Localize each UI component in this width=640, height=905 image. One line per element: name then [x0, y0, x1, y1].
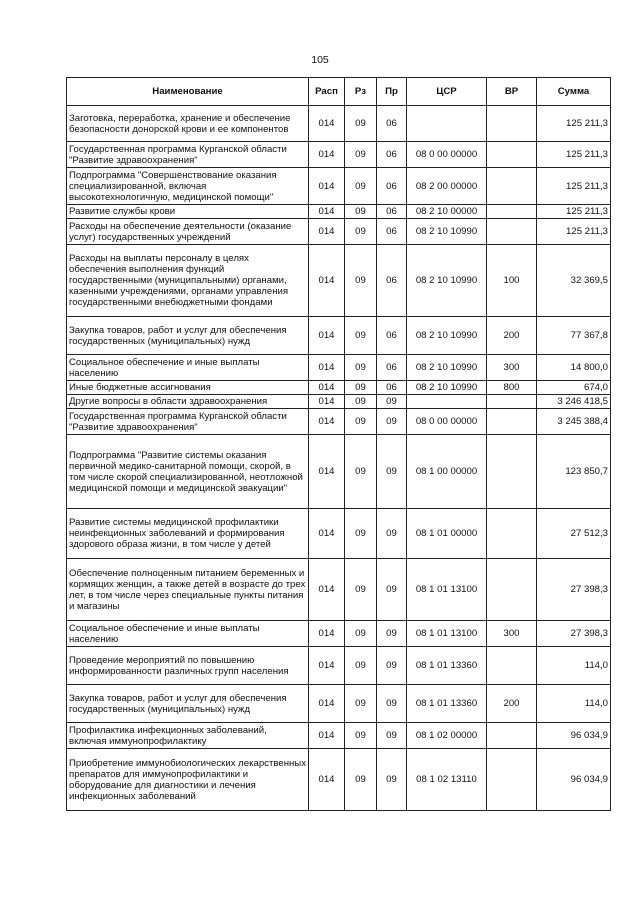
row-rz: 09 [345, 317, 377, 355]
row-rz: 09 [345, 381, 377, 395]
table-row [67, 205, 611, 219]
header-pr: Пр [377, 78, 407, 106]
row-pr: 09 [377, 435, 407, 509]
row-rz: 09 [345, 205, 377, 219]
row-rasp: 014 [309, 355, 345, 381]
row-csr: 08 0 00 00000 [407, 409, 487, 435]
row-rz: 09 [345, 435, 377, 509]
row-pr: 06 [377, 168, 407, 205]
row-pr: 06 [377, 245, 407, 317]
table-row [67, 749, 611, 811]
table-row [67, 142, 611, 168]
table-row [67, 355, 611, 381]
row-csr: 08 2 10 10990 [407, 381, 487, 395]
row-rasp: 014 [309, 106, 345, 142]
row-sum: 125 211,3 [537, 219, 611, 245]
row-name: Подпрограмма "Совершенствование оказания специализированной, включая высокотехнологичную, медицинской помощи" [67, 168, 309, 205]
row-pr: 06 [377, 317, 407, 355]
row-name: Социальное обеспечение и иные выплаты населению [67, 621, 309, 647]
row-pr: 09 [377, 723, 407, 749]
row-vr [487, 647, 537, 685]
row-vr [487, 409, 537, 435]
row-rz: 09 [345, 749, 377, 811]
row-vr: 200 [487, 685, 537, 723]
row-name: Профилактика инфекционных заболеваний, включая иммунопрофилактику [67, 723, 309, 749]
row-sum: 125 211,3 [537, 106, 611, 142]
row-csr: 08 1 01 13360 [407, 647, 487, 685]
table-row [67, 168, 611, 205]
row-vr: 800 [487, 381, 537, 395]
row-rasp: 014 [309, 219, 345, 245]
row-sum: 114,0 [537, 685, 611, 723]
row-rz: 09 [345, 168, 377, 205]
row-vr [487, 559, 537, 621]
row-name: Обеспечение полноценным питанием беременных и кормящих женщин, а также детей в возрасте до трех лет, в том числе через специальные пункты питания и магазины [67, 559, 309, 621]
table-row [67, 621, 611, 647]
row-sum: 14 800,0 [537, 355, 611, 381]
row-csr: 08 0 00 00000 [407, 142, 487, 168]
row-sum: 674,0 [537, 381, 611, 395]
table-row [67, 723, 611, 749]
row-rasp: 014 [309, 647, 345, 685]
row-vr [487, 749, 537, 811]
row-rasp: 014 [309, 409, 345, 435]
row-rz: 09 [345, 723, 377, 749]
row-sum: 32 369,5 [537, 245, 611, 317]
row-rasp: 014 [309, 723, 345, 749]
row-pr: 09 [377, 395, 407, 409]
table-row [67, 381, 611, 395]
page-number: 105 [311, 54, 329, 66]
row-csr: 08 1 01 00000 [407, 509, 487, 559]
row-csr: 08 1 01 13100 [407, 621, 487, 647]
row-rasp: 014 [309, 142, 345, 168]
row-rasp: 014 [309, 168, 345, 205]
row-pr: 09 [377, 509, 407, 559]
row-rasp: 014 [309, 749, 345, 811]
row-name: Заготовка, переработка, хранение и обеспечение безопасности донорской крови и ее компонентов [67, 106, 309, 142]
row-name: Расходы на выплаты персоналу в целях обеспечения выполнения функций государственными (муниципальными) органами, казенными учреждениями, органами управления государственными внебюджетными фондами [67, 245, 309, 317]
row-rz: 09 [345, 409, 377, 435]
row-rasp: 014 [309, 685, 345, 723]
row-pr: 09 [377, 621, 407, 647]
row-vr: 200 [487, 317, 537, 355]
row-name: Развитие службы крови [67, 205, 309, 219]
header-csr: ЦСР [407, 78, 487, 106]
row-pr: 06 [377, 142, 407, 168]
table-row [67, 685, 611, 723]
table-row [67, 647, 611, 685]
row-rasp: 014 [309, 621, 345, 647]
row-rasp: 014 [309, 509, 345, 559]
table-row [67, 219, 611, 245]
row-vr [487, 205, 537, 219]
table-row [67, 435, 611, 509]
row-rz: 09 [345, 355, 377, 381]
table-row [67, 559, 611, 621]
header-rasp: Расп [309, 78, 345, 106]
row-sum: 125 211,3 [537, 142, 611, 168]
row-pr: 09 [377, 685, 407, 723]
row-pr: 06 [377, 205, 407, 219]
row-vr [487, 106, 537, 142]
row-vr [487, 142, 537, 168]
row-rasp: 014 [309, 381, 345, 395]
row-vr: 300 [487, 621, 537, 647]
row-csr: 08 1 01 13360 [407, 685, 487, 723]
row-vr [487, 435, 537, 509]
row-vr: 300 [487, 355, 537, 381]
row-pr: 06 [377, 381, 407, 395]
row-vr: 100 [487, 245, 537, 317]
row-rz: 09 [345, 219, 377, 245]
row-csr: 08 1 02 00000 [407, 723, 487, 749]
row-pr: 09 [377, 409, 407, 435]
row-pr: 06 [377, 219, 407, 245]
row-name: Развитие системы медицинской профилактики неинфекционных заболеваний и формирования здорового образа жизни, в том числе у детей [67, 509, 309, 559]
row-name: Приобретение иммунобиологических лекарственных препаратов для иммунопрофилактики и оборудование для диагностики и лечения инфекционных заболеваний [67, 749, 309, 811]
header-name: Наименование [67, 78, 309, 106]
row-csr: 08 1 01 13100 [407, 559, 487, 621]
row-csr: 08 1 02 13110 [407, 749, 487, 811]
row-rasp: 014 [309, 245, 345, 317]
row-rasp: 014 [309, 395, 345, 409]
row-rz: 09 [345, 647, 377, 685]
row-rz: 09 [345, 142, 377, 168]
row-sum: 27 398,3 [537, 559, 611, 621]
row-sum: 27 398,3 [537, 621, 611, 647]
row-pr: 09 [377, 559, 407, 621]
row-csr: 08 2 00 00000 [407, 168, 487, 205]
row-name: Закупка товаров, работ и услуг для обеспечения государственных (муниципальных) нужд [67, 685, 309, 723]
table-row [67, 395, 611, 409]
header-vr: ВР [487, 78, 537, 106]
budget-table [66, 77, 611, 811]
row-sum: 3 246 418,5 [537, 395, 611, 409]
row-csr: 08 1 00 00000 [407, 435, 487, 509]
row-csr [407, 106, 487, 142]
row-sum: 114,0 [537, 647, 611, 685]
row-rz: 09 [345, 509, 377, 559]
row-name: Подпрограмма "Развитие системы оказания первичной медико-санитарной помощи, скорой, в том числе скорой специализированной, неотложной медицинской помощи и медицинской эвакуации" [67, 435, 309, 509]
row-pr: 09 [377, 749, 407, 811]
row-pr: 06 [377, 355, 407, 381]
row-name: Проведение мероприятий по повышению информированности различных групп населения [67, 647, 309, 685]
row-name: Расходы на обеспечение деятельности (оказание услуг) государственных учреждений [67, 219, 309, 245]
row-rz: 09 [345, 621, 377, 647]
row-name: Закупка товаров, работ и услуг для обеспечения государственных (муниципальных) нужд [67, 317, 309, 355]
row-name: Государственная программа Курганской области "Развитие здравоохранения" [67, 409, 309, 435]
row-rz: 09 [345, 106, 377, 142]
row-rasp: 014 [309, 435, 345, 509]
table-row [67, 245, 611, 317]
row-sum: 96 034,9 [537, 749, 611, 811]
table-row [67, 509, 611, 559]
row-csr: 08 2 10 10990 [407, 317, 487, 355]
row-rz: 09 [345, 395, 377, 409]
row-csr: 08 2 10 10990 [407, 355, 487, 381]
row-sum: 3 245 388,4 [537, 409, 611, 435]
row-name: Социальное обеспечение и иные выплаты населению [67, 355, 309, 381]
row-rz: 09 [345, 685, 377, 723]
row-sum: 27 512,3 [537, 509, 611, 559]
row-csr [407, 395, 487, 409]
row-vr [487, 723, 537, 749]
table-row [67, 106, 611, 142]
row-vr [487, 219, 537, 245]
header-rz: Рз [345, 78, 377, 106]
row-rz: 09 [345, 559, 377, 621]
row-rz: 09 [345, 245, 377, 317]
row-csr: 08 2 10 10990 [407, 219, 487, 245]
row-pr: 06 [377, 106, 407, 142]
row-name: Иные бюджетные ассигнования [67, 381, 309, 395]
row-sum: 123 850,7 [537, 435, 611, 509]
table-header-row [67, 78, 611, 106]
row-name: Государственная программа Курганской области "Развитие здравоохранения" [67, 142, 309, 168]
row-csr: 08 2 10 10990 [407, 245, 487, 317]
row-pr: 09 [377, 647, 407, 685]
row-vr [487, 168, 537, 205]
row-sum: 96 034,9 [537, 723, 611, 749]
row-rasp: 014 [309, 317, 345, 355]
row-vr [487, 509, 537, 559]
row-sum: 77 367,8 [537, 317, 611, 355]
table-row [67, 317, 611, 355]
row-rasp: 014 [309, 205, 345, 219]
row-vr [487, 395, 537, 409]
header-sum: Сумма [537, 78, 611, 106]
row-csr: 08 2 10 00000 [407, 205, 487, 219]
table-row [67, 409, 611, 435]
row-name: Другие вопросы в области здравоохранения [67, 395, 309, 409]
row-sum: 125 211,3 [537, 205, 611, 219]
row-sum: 125 211,3 [537, 168, 611, 205]
row-rasp: 014 [309, 559, 345, 621]
